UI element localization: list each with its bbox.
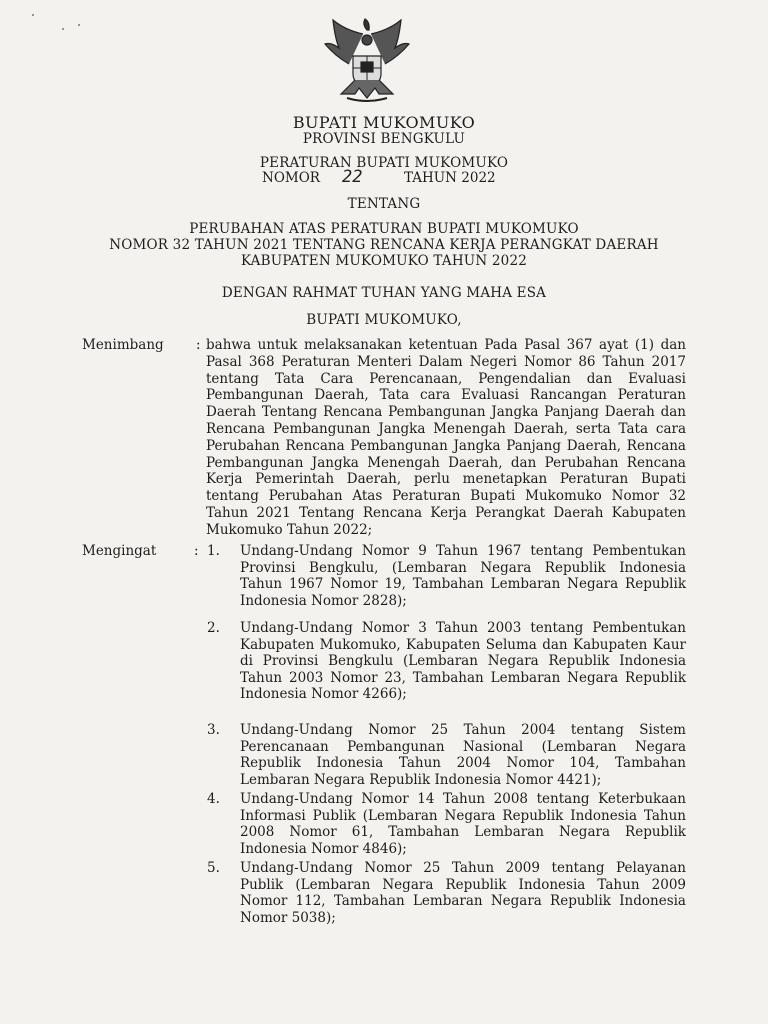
mengingat-item-number: 1. — [207, 543, 220, 559]
authority-line: BUPATI MUKOMUKO, — [306, 312, 462, 328]
subject-line-2: NOMOR 32 TAHUN 2021 TENTANG RENCANA KERJA PERANGKAT DAERAH — [109, 237, 659, 253]
menimbang-text: bahwa untuk melaksanakan ketentuan Pada Pasal 367 ayat (1) dan Pasal 368 Peraturan Menteri Dalam Negeri Nomor 86 Tahun 2017 tentang Tata Cara Perencanaan, Pengendalian dan Evaluasi Pembangunan Daerah, Tata cara Evaluasi Rancangan Peraturan Daerah Tentang Rencana Pembangunan Jangka Panjang Daerah dan Rencana Pembangunan Jangka Menengah Daerah, serta Tata cara Perubahan Rencana Pembangunan Jangka Panjang Daerah, Rencana Pembangunan Jangka Menengah Daerah, dan Perubahan Rencana Kerja Pemerintah Daerah, perlu menetapkan Peraturan Bupati tentang Perubahan Atas Peraturan Bupati Mukomuko Nomor 32 Tahun 2021 Tentang Rencana Kerja Perangkat Daerah Kabupaten Mukomuko Tahun 2022; — [206, 337, 686, 538]
tentang-heading: TENTANG — [347, 196, 421, 212]
garuda-emblem-icon — [319, 16, 415, 112]
scan-speck — [32, 14, 34, 16]
mengingat-item-number: 3. — [207, 722, 220, 738]
blessing-line: DENGAN RAHMAT TUHAN YANG MAHA ESA — [221, 285, 547, 301]
province-name: PROVINSI BENGKULU — [302, 131, 466, 147]
scan-speck — [62, 28, 64, 30]
mengingat-label: Mengingat — [82, 543, 157, 559]
mengingat-item-number: 2. — [207, 620, 220, 636]
mengingat-colon: : — [194, 543, 199, 559]
mengingat-item-number: 4. — [207, 791, 220, 807]
menimbang-label: Menimbang — [82, 337, 164, 353]
subject-line-3: KABUPATEN MUKOMUKO TAHUN 2022 — [240, 253, 528, 269]
mengingat-item-number: 5. — [207, 860, 220, 876]
mengingat-item: Undang-Undang Nomor 25 Tahun 2009 tentang Pelayanan Publik (Lembaran Negara Republik Indonesia Tahun 2009 Nomor 112, Tambahan Lembaran Negara Republik Indonesia Nomor 5038); — [240, 860, 686, 926]
subject-line-1: PERUBAHAN ATAS PERATURAN BUPATI MUKOMUKO — [189, 221, 579, 237]
scan-speck — [78, 24, 80, 26]
nomor-label: NOMOR — [262, 170, 320, 186]
regulation-title: PERATURAN BUPATI MUKOMUKO — [259, 155, 509, 171]
tahun-label: TAHUN 2022 — [404, 170, 496, 186]
mengingat-item: Undang-Undang Nomor 9 Tahun 1967 tentang Pembentukan Provinsi Bengkulu, (Lembaran Negara Republik Indonesia Tahun 1967 Nomor 19, Tambahan Lembaran Negara Republik Indonesia Nomor 2828); — [240, 543, 686, 609]
mengingat-item: Undang-Undang Nomor 25 Tahun 2004 tentang Sistem Perencanaan Pembangunan Nasional (Lembaran Negara Republik Indonesia Tahun 2004 Nomor 104, Tambahan Lembaran Negara Republik Indonesia Nomor 4421); — [240, 722, 686, 788]
nomor-value: 22 — [342, 167, 363, 187]
mengingat-item: Undang-Undang Nomor 14 Tahun 2008 tentang Keterbukaan Informasi Publik (Lembaran Negara Republik Indonesia Tahun 2008 Nomor 61, Tambahan Lembaran Negara Republik Indonesia Nomor 4846); — [240, 791, 686, 857]
menimbang-colon: : — [196, 337, 201, 353]
issuer-title: BUPATI MUKOMUKO — [292, 113, 476, 132]
mengingat-item: Undang-Undang Nomor 3 Tahun 2003 tentang Pembentukan Kabupaten Mukomuko, Kabupaten Seluma dan Kabupaten Kaur di Provinsi Bengkulu (Lembaran Negara Republik Indonesia Tahun 2003 Nomor 23, Tambahan Lembaran Negara Republik Indonesia Nomor 4266); — [240, 620, 686, 703]
